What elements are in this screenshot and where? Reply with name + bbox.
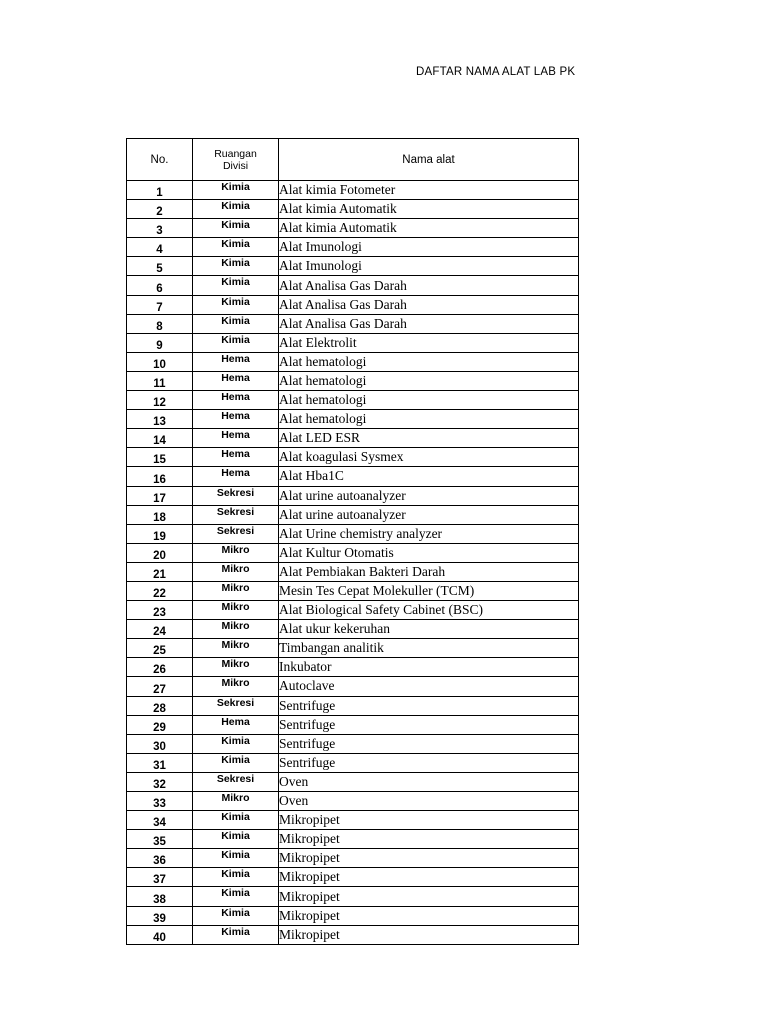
table-row <box>127 219 579 238</box>
cell-no: 19 <box>127 524 193 543</box>
cell-division: Kimia <box>193 257 279 276</box>
cell-name: Mikropipet <box>279 830 579 849</box>
cell-no: 38 <box>127 887 193 906</box>
table-header-row <box>127 139 579 181</box>
cell-name: Alat hematologi <box>279 410 579 429</box>
cell-name: Alat kimia Automatik <box>279 200 579 219</box>
cell-division: Hema <box>193 467 279 486</box>
table-row <box>127 333 579 352</box>
cell-division: Kimia <box>193 868 279 887</box>
cell-division: Kimia <box>193 181 279 200</box>
cell-name: Mesin Tes Cepat Molekuller (TCM) <box>279 581 579 600</box>
header-division <box>193 139 279 181</box>
cell-no: 4 <box>127 238 193 257</box>
cell-no: 15 <box>127 448 193 467</box>
table-row <box>127 753 579 772</box>
cell-name: Alat Elektrolit <box>279 333 579 352</box>
cell-no: 17 <box>127 486 193 505</box>
cell-no: 20 <box>127 543 193 562</box>
table-row <box>127 257 579 276</box>
cell-division: Kimia <box>193 200 279 219</box>
cell-division: Kimia <box>193 887 279 906</box>
table-row <box>127 830 579 849</box>
cell-no: 26 <box>127 658 193 677</box>
cell-division: Kimia <box>193 219 279 238</box>
cell-no: 27 <box>127 677 193 696</box>
cell-division: Kimia <box>193 925 279 944</box>
cell-division: Sekresi <box>193 772 279 791</box>
cell-division: Hema <box>193 352 279 371</box>
table-row <box>127 486 579 505</box>
cell-division: Kimia <box>193 333 279 352</box>
cell-division: Hema <box>193 371 279 390</box>
cell-division: Mikro <box>193 562 279 581</box>
table-row <box>127 734 579 753</box>
header-name: Nama alat <box>279 139 579 181</box>
cell-no: 22 <box>127 581 193 600</box>
cell-division: Hema <box>193 448 279 467</box>
cell-name: Mikropipet <box>279 906 579 925</box>
table-row <box>127 811 579 830</box>
cell-no: 33 <box>127 792 193 811</box>
cell-no: 8 <box>127 314 193 333</box>
cell-name: Sentrifuge <box>279 715 579 734</box>
cell-name: Alat Urine chemistry analyzer <box>279 524 579 543</box>
table-row <box>127 295 579 314</box>
cell-division: Mikro <box>193 677 279 696</box>
cell-name: Alat koagulasi Sysmex <box>279 448 579 467</box>
cell-division: Sekresi <box>193 696 279 715</box>
table-row <box>127 887 579 906</box>
cell-division: Mikro <box>193 792 279 811</box>
cell-no: 21 <box>127 562 193 581</box>
document-title: DAFTAR NAMA ALAT LAB PK <box>416 66 576 78</box>
table-row <box>127 562 579 581</box>
cell-no: 6 <box>127 276 193 295</box>
cell-no: 9 <box>127 333 193 352</box>
cell-division: Kimia <box>193 849 279 868</box>
table-row <box>127 448 579 467</box>
cell-no: 7 <box>127 295 193 314</box>
cell-division: Kimia <box>193 811 279 830</box>
cell-no: 35 <box>127 830 193 849</box>
cell-name: Alat Analisa Gas Darah <box>279 295 579 314</box>
cell-division: Hema <box>193 429 279 448</box>
cell-name: Alat Biological Safety Cabinet (BSC) <box>279 601 579 620</box>
cell-no: 10 <box>127 352 193 371</box>
table-row <box>127 181 579 200</box>
cell-no: 28 <box>127 696 193 715</box>
cell-name: Mikropipet <box>279 811 579 830</box>
cell-division: Mikro <box>193 620 279 639</box>
header-no: No. <box>127 139 193 181</box>
table-row <box>127 200 579 219</box>
table-row <box>127 772 579 791</box>
cell-division: Mikro <box>193 658 279 677</box>
cell-no: 14 <box>127 429 193 448</box>
table-row <box>127 238 579 257</box>
table-row <box>127 639 579 658</box>
cell-no: 34 <box>127 811 193 830</box>
cell-no: 1 <box>127 181 193 200</box>
cell-division: Kimia <box>193 314 279 333</box>
cell-division: Kimia <box>193 295 279 314</box>
cell-name: Alat Hba1C <box>279 467 579 486</box>
cell-name: Alat ukur kekeruhan <box>279 620 579 639</box>
table-row <box>127 410 579 429</box>
cell-no: 40 <box>127 925 193 944</box>
cell-division: Kimia <box>193 906 279 925</box>
cell-division: Mikro <box>193 543 279 562</box>
table-row <box>127 849 579 868</box>
cell-no: 30 <box>127 734 193 753</box>
cell-no: 25 <box>127 639 193 658</box>
cell-name: Autoclave <box>279 677 579 696</box>
cell-name: Alat Pembiakan Bakteri Darah <box>279 562 579 581</box>
cell-name: Alat Analisa Gas Darah <box>279 314 579 333</box>
cell-no: 11 <box>127 371 193 390</box>
table-row <box>127 276 579 295</box>
cell-no: 36 <box>127 849 193 868</box>
cell-name: Alat Kultur Otomatis <box>279 543 579 562</box>
cell-no: 37 <box>127 868 193 887</box>
cell-no: 3 <box>127 219 193 238</box>
cell-name: Timbangan analitik <box>279 639 579 658</box>
cell-no: 18 <box>127 505 193 524</box>
cell-name: Oven <box>279 792 579 811</box>
table-row <box>127 677 579 696</box>
table-row <box>127 505 579 524</box>
cell-name: Sentrifuge <box>279 753 579 772</box>
cell-name: Alat kimia Fotometer <box>279 181 579 200</box>
cell-name: Alat Imunologi <box>279 257 579 276</box>
table-row <box>127 371 579 390</box>
table-row <box>127 429 579 448</box>
cell-division: Kimia <box>193 734 279 753</box>
table-row <box>127 352 579 371</box>
equipment-table <box>126 138 579 945</box>
table-row <box>127 715 579 734</box>
table-body <box>127 181 579 945</box>
table-row <box>127 467 579 486</box>
cell-name: Alat hematologi <box>279 371 579 390</box>
table-row <box>127 543 579 562</box>
cell-division: Mikro <box>193 601 279 620</box>
table-row <box>127 906 579 925</box>
cell-name: Inkubator <box>279 658 579 677</box>
cell-name: Alat LED ESR <box>279 429 579 448</box>
table-row <box>127 391 579 410</box>
cell-name: Alat Imunologi <box>279 238 579 257</box>
cell-no: 16 <box>127 467 193 486</box>
cell-no: 31 <box>127 753 193 772</box>
cell-division: Hema <box>193 410 279 429</box>
cell-no: 29 <box>127 715 193 734</box>
table-row <box>127 868 579 887</box>
table-row <box>127 658 579 677</box>
cell-no: 13 <box>127 410 193 429</box>
cell-no: 12 <box>127 391 193 410</box>
cell-division: Hema <box>193 391 279 410</box>
table-row <box>127 925 579 944</box>
cell-no: 24 <box>127 620 193 639</box>
cell-name: Alat hematologi <box>279 352 579 371</box>
cell-name: Alat kimia Automatik <box>279 219 579 238</box>
cell-name: Alat urine autoanalyzer <box>279 486 579 505</box>
table-row <box>127 601 579 620</box>
cell-no: 32 <box>127 772 193 791</box>
cell-name: Alat urine autoanalyzer <box>279 505 579 524</box>
table-row <box>127 696 579 715</box>
table-row <box>127 792 579 811</box>
cell-division: Sekresi <box>193 505 279 524</box>
cell-no: 5 <box>127 257 193 276</box>
cell-name: Sentrifuge <box>279 696 579 715</box>
cell-name: Mikropipet <box>279 868 579 887</box>
cell-no: 23 <box>127 601 193 620</box>
cell-division: Kimia <box>193 238 279 257</box>
cell-name: Mikropipet <box>279 849 579 868</box>
cell-division: Sekresi <box>193 524 279 543</box>
cell-name: Alat Analisa Gas Darah <box>279 276 579 295</box>
cell-division: Hema <box>193 715 279 734</box>
cell-name: Sentrifuge <box>279 734 579 753</box>
cell-division: Kimia <box>193 830 279 849</box>
cell-division: Kimia <box>193 276 279 295</box>
table-row <box>127 581 579 600</box>
cell-name: Oven <box>279 772 579 791</box>
cell-division: Mikro <box>193 581 279 600</box>
cell-no: 39 <box>127 906 193 925</box>
cell-division: Sekresi <box>193 486 279 505</box>
cell-name: Mikropipet <box>279 925 579 944</box>
cell-division: Mikro <box>193 639 279 658</box>
cell-no: 2 <box>127 200 193 219</box>
cell-division: Kimia <box>193 753 279 772</box>
cell-name: Mikropipet <box>279 887 579 906</box>
header-division-line1: Ruangan <box>214 147 257 160</box>
table-row <box>127 620 579 639</box>
table-row <box>127 524 579 543</box>
table-row <box>127 314 579 333</box>
cell-name: Alat hematologi <box>279 391 579 410</box>
header-division-line2: Divisi <box>222 159 249 172</box>
